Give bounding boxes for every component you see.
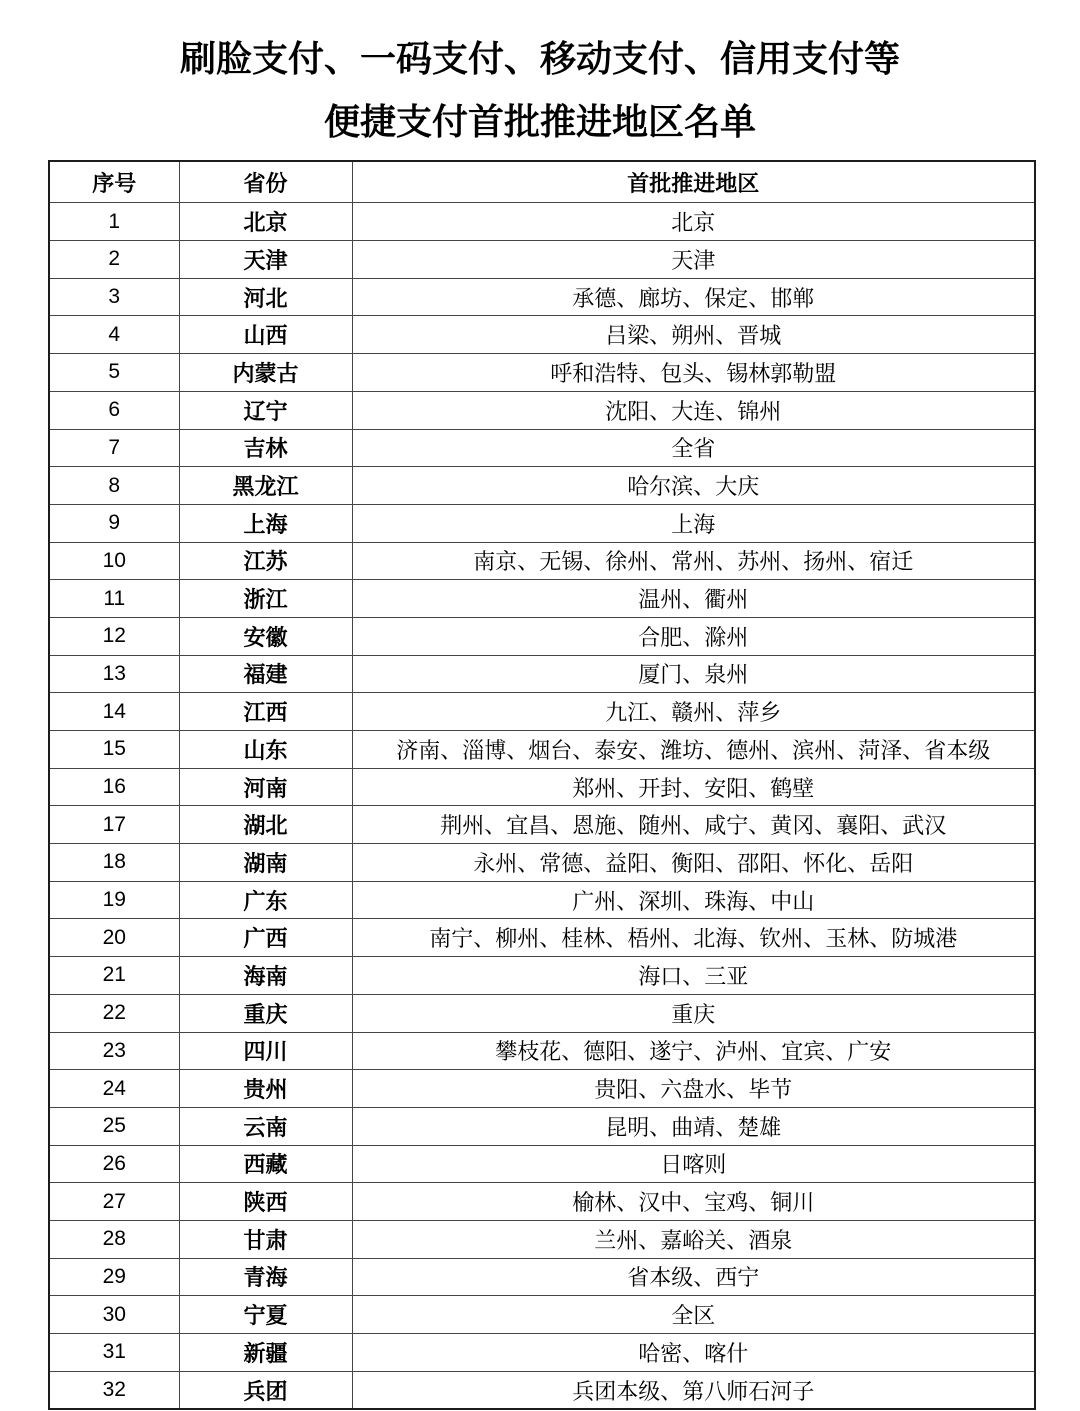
regions-cell: 昆明、曲靖、楚雄 [352,1107,1035,1145]
row-number-cell: 29 [49,1258,179,1296]
row-number-cell: 13 [49,655,179,693]
table-row [49,617,1035,655]
row-number-cell: 7 [49,429,179,467]
table-row [49,241,1035,279]
province-cell: 兵团 [179,1371,352,1409]
regions-cell: 北京 [352,203,1035,241]
header-cell-province: 省份 [179,161,352,203]
header-cell-regions: 首批推进地区 [352,161,1035,203]
regions-cell: 合肥、滁州 [352,617,1035,655]
table-row [49,1334,1035,1372]
regions-cell: 全省 [352,429,1035,467]
province-cell: 山东 [179,731,352,769]
province-cell: 内蒙古 [179,354,352,392]
regions-cell: 重庆 [352,994,1035,1032]
province-cell: 浙江 [179,580,352,618]
table-row [49,580,1035,618]
row-number-cell: 4 [49,316,179,354]
province-cell: 山西 [179,316,352,354]
table-row [49,844,1035,882]
row-number-cell: 32 [49,1371,179,1409]
province-cell: 吉林 [179,429,352,467]
table-row [49,1371,1035,1409]
province-cell: 安徽 [179,617,352,655]
regions-cell: 广州、深圳、珠海、中山 [352,881,1035,919]
regions-cell: 承德、廊坊、保定、邯郸 [352,278,1035,316]
document-title [0,0,1080,144]
region-table [48,160,1036,1410]
table-header [49,161,1035,203]
regions-cell: 呼和浩特、包头、锡林郭勒盟 [352,354,1035,392]
table-row [49,316,1035,354]
row-number-cell: 20 [49,919,179,957]
row-number-cell: 1 [49,203,179,241]
row-number-cell: 25 [49,1107,179,1145]
row-number-cell: 28 [49,1220,179,1258]
table-row [49,994,1035,1032]
province-cell: 上海 [179,504,352,542]
table-row [49,542,1035,580]
regions-cell: 上海 [352,504,1035,542]
table-row [49,919,1035,957]
province-cell: 四川 [179,1032,352,1070]
row-number-cell: 5 [49,354,179,392]
row-number-cell: 9 [49,504,179,542]
table-row [49,1145,1035,1183]
row-number-cell: 17 [49,806,179,844]
province-cell: 福建 [179,655,352,693]
regions-cell: 全区 [352,1296,1035,1334]
row-number-cell: 14 [49,693,179,731]
province-cell: 辽宁 [179,391,352,429]
row-number-cell: 2 [49,241,179,279]
regions-cell: 吕梁、朔州、晋城 [352,316,1035,354]
regions-cell: 哈密、喀什 [352,1334,1035,1372]
row-number-cell: 31 [49,1334,179,1372]
province-cell: 云南 [179,1107,352,1145]
row-number-cell: 18 [49,844,179,882]
row-number-cell: 23 [49,1032,179,1070]
regions-cell: 沈阳、大连、锦州 [352,391,1035,429]
regions-cell: 贵阳、六盘水、毕节 [352,1070,1035,1108]
table-row [49,693,1035,731]
province-cell: 河南 [179,768,352,806]
row-number-cell: 19 [49,881,179,919]
table-row [49,429,1035,467]
regions-cell: 兵团本级、第八师石河子 [352,1371,1035,1409]
regions-cell: 九江、赣州、萍乡 [352,693,1035,731]
row-number-cell: 30 [49,1296,179,1334]
table-row [49,881,1035,919]
regions-cell: 济南、淄博、烟台、泰安、潍坊、德州、滨州、菏泽、省本级 [352,731,1035,769]
table-row [49,1296,1035,1334]
table-row [49,1107,1035,1145]
regions-cell: 天津 [352,241,1035,279]
row-number-cell: 12 [49,617,179,655]
province-cell: 湖北 [179,806,352,844]
province-cell: 陕西 [179,1183,352,1221]
province-cell: 贵州 [179,1070,352,1108]
row-number-cell: 27 [49,1183,179,1221]
province-cell: 青海 [179,1258,352,1296]
regions-cell: 永州、常德、益阳、衡阳、邵阳、怀化、岳阳 [352,844,1035,882]
table-row [49,203,1035,241]
regions-cell: 厦门、泉州 [352,655,1035,693]
regions-cell: 省本级、西宁 [352,1258,1035,1296]
province-cell: 甘肃 [179,1220,352,1258]
title-line-1: 刷脸支付、一码支付、移动支付、信用支付等 [179,39,900,79]
regions-cell: 荆州、宜昌、恩施、随州、咸宁、黄冈、襄阳、武汉 [352,806,1035,844]
regions-cell: 榆林、汉中、宝鸡、铜川 [352,1183,1035,1221]
table-row [49,467,1035,505]
row-number-cell: 16 [49,768,179,806]
regions-cell: 海口、三亚 [352,957,1035,995]
province-cell: 北京 [179,203,352,241]
row-number-cell: 22 [49,994,179,1032]
table-row [49,957,1035,995]
table-row [49,1183,1035,1221]
table-row [49,391,1035,429]
province-cell: 广西 [179,919,352,957]
province-cell: 海南 [179,957,352,995]
row-number-cell: 11 [49,580,179,618]
table-row [49,504,1035,542]
regions-cell: 哈尔滨、大庆 [352,467,1035,505]
regions-cell: 兰州、嘉峪关、酒泉 [352,1220,1035,1258]
province-cell: 重庆 [179,994,352,1032]
province-cell: 广东 [179,881,352,919]
table-row [49,731,1035,769]
table-row [49,1220,1035,1258]
province-cell: 黑龙江 [179,467,352,505]
table-row [49,1258,1035,1296]
table-body [49,203,1035,1410]
province-cell: 河北 [179,278,352,316]
row-number-cell: 3 [49,278,179,316]
header-cell-number: 序号 [49,161,179,203]
province-cell: 江苏 [179,542,352,580]
regions-cell: 日喀则 [352,1145,1035,1183]
table-row [49,278,1035,316]
row-number-cell: 15 [49,731,179,769]
row-number-cell: 24 [49,1070,179,1108]
province-cell: 新疆 [179,1334,352,1372]
title-line-2: 便捷支付首批推进地区名单 [323,102,756,143]
regions-cell: 南宁、柳州、桂林、梧州、北海、钦州、玉林、防城港 [352,919,1035,957]
table-row [49,655,1035,693]
table-row [49,354,1035,392]
regions-cell: 温州、衢州 [352,580,1035,618]
table-row [49,1032,1035,1070]
table-row [49,768,1035,806]
row-number-cell: 10 [49,542,179,580]
regions-cell: 攀枝花、德阳、遂宁、泸州、宜宾、广安 [352,1032,1035,1070]
table-row [49,1070,1035,1108]
table-header-row [49,161,1035,203]
province-cell: 宁夏 [179,1296,352,1334]
regions-cell: 南京、无锡、徐州、常州、苏州、扬州、宿迁 [352,542,1035,580]
row-number-cell: 21 [49,957,179,995]
row-number-cell: 6 [49,391,179,429]
row-number-cell: 8 [49,467,179,505]
province-cell: 江西 [179,693,352,731]
table-row [49,806,1035,844]
regions-cell: 郑州、开封、安阳、鹤壁 [352,768,1035,806]
province-cell: 西藏 [179,1145,352,1183]
row-number-cell: 26 [49,1145,179,1183]
province-cell: 天津 [179,241,352,279]
province-cell: 湖南 [179,844,352,882]
